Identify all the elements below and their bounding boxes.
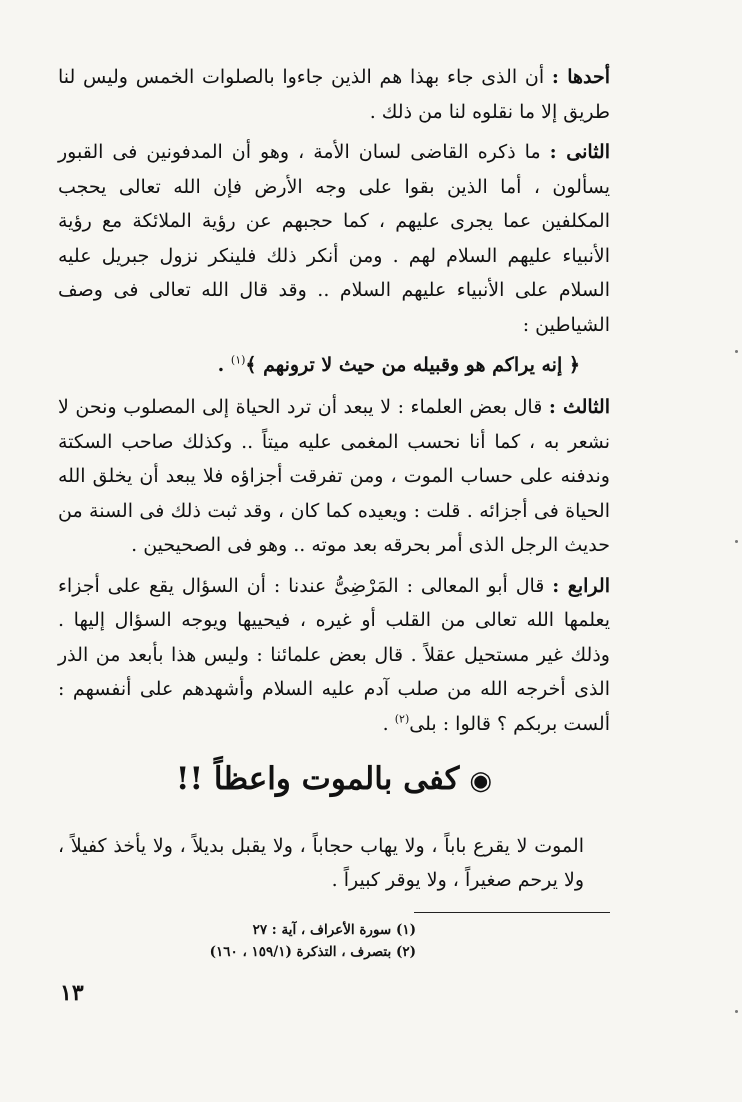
paragraph-text: قال أبو المعالى : المَرْضِىُّ عندنا : أن السؤال يقع على أجزاء يعلمها الله تعالى من القلب أو غيره ، فيحييها ويوجه السؤال إليها . وذلك غير مستحيل عقلاً . قال بعض علمائنا : وليس هذا بأبعد من الذر الذى أخرجه الله من صلب آدم عليه السلام وأشهدهم على أنفسهم : ألست بربكم ؟ قالوا : بلى (58, 574, 610, 735)
paragraph-lead: الرابع : (552, 574, 610, 597)
paragraph-lead: الثالث : (548, 396, 610, 418)
paragraph-lead: الثانى : (549, 141, 610, 163)
footnotes (58, 919, 416, 963)
verse-end: . (217, 354, 231, 376)
section-heading-title: كفى بالموت واعظاً !! (175, 761, 460, 797)
footnote-ref-2[interactable]: (٢) (394, 712, 410, 726)
quran-verse (58, 348, 610, 382)
page-number: ١٣ (60, 980, 84, 1006)
footnote-1: (١) سورة الأعراف ، آية : ٢٧ (252, 921, 416, 938)
paragraph-first (58, 60, 610, 129)
footnote-2: (٢) بتصرف ، التذكرة (١٥٩/١ ، ١٦٠) (209, 943, 416, 960)
paragraph-text: ما ذكره القاضى لسان الأمة ، وهو أن المدفونين فى القبور يسألون ، أما الذين بقوا على وجه الأرض فإن الله تعالى يحجب المكلفين عما يجرى عليهم ، كما حجبهم عن رؤية الملائكة مع رؤية الأنبياء عليهم السلام لهم . ومن أنكر ذلك فلينكر نزول جبريل عليه السلام على الأنبياء عليهم السلام .. وقد قال الله تعالى فى وصف الشياطين : (58, 141, 610, 336)
paragraph-fourth (58, 569, 610, 742)
paragraph-lead: أحدها : (551, 66, 610, 88)
paragraph-closing: الموت لا يقرع باباً ، ولا يهاب حجاباً ، ولا يقبل بديلاً ، ولا يأخذ كفيلاً ، ولا يرحم صغيراً ، ولا يوقر كبيراً . (58, 834, 584, 891)
bullet-circle-icon: ◉ (469, 765, 493, 796)
scan-speck (735, 1010, 738, 1013)
verse-text: إنه يراكم هو وقبيله من حيث لا ترونهم (256, 354, 569, 376)
paragraph-text: أن الذى جاء بهذا هم الذين جاءوا بالصلوات الخمس وليس لنا طريق إلا ما نقلوه لنا من ذلك . (58, 66, 610, 123)
paragraph-third (58, 390, 610, 563)
verse-close-bracket: ﴾ (245, 354, 257, 376)
footnote-divider (414, 912, 610, 913)
paragraph-second (58, 135, 610, 342)
paragraph-end: . (382, 712, 395, 735)
page-content (58, 60, 610, 963)
paragraph-text: قال بعض العلماء : لا يبعد أن ترد الحياة إلى المصلوب ونحن لا نشعر به ، كما أنا نحسب المغمى عليه ميتاً .. وكذلك صاحب السكتة وندفنه على حساب الموت ، ومن تفرقت أجزاؤه فلا يبعد أن يخلق الله الحياة فى أجزائه . قلت : ويعيده كما كان ، وقد ثبت ذلك فى السنة من حديث الرجل الذى أمر بحرقه بعد موته .. وهو فى الصحيحين . (58, 396, 610, 556)
footnote-ref-1[interactable]: (١) (230, 353, 246, 367)
scan-speck (735, 350, 738, 353)
scan-speck (735, 540, 738, 543)
verse-open-bracket: ﴿ (568, 354, 580, 376)
section-heading (58, 757, 610, 803)
